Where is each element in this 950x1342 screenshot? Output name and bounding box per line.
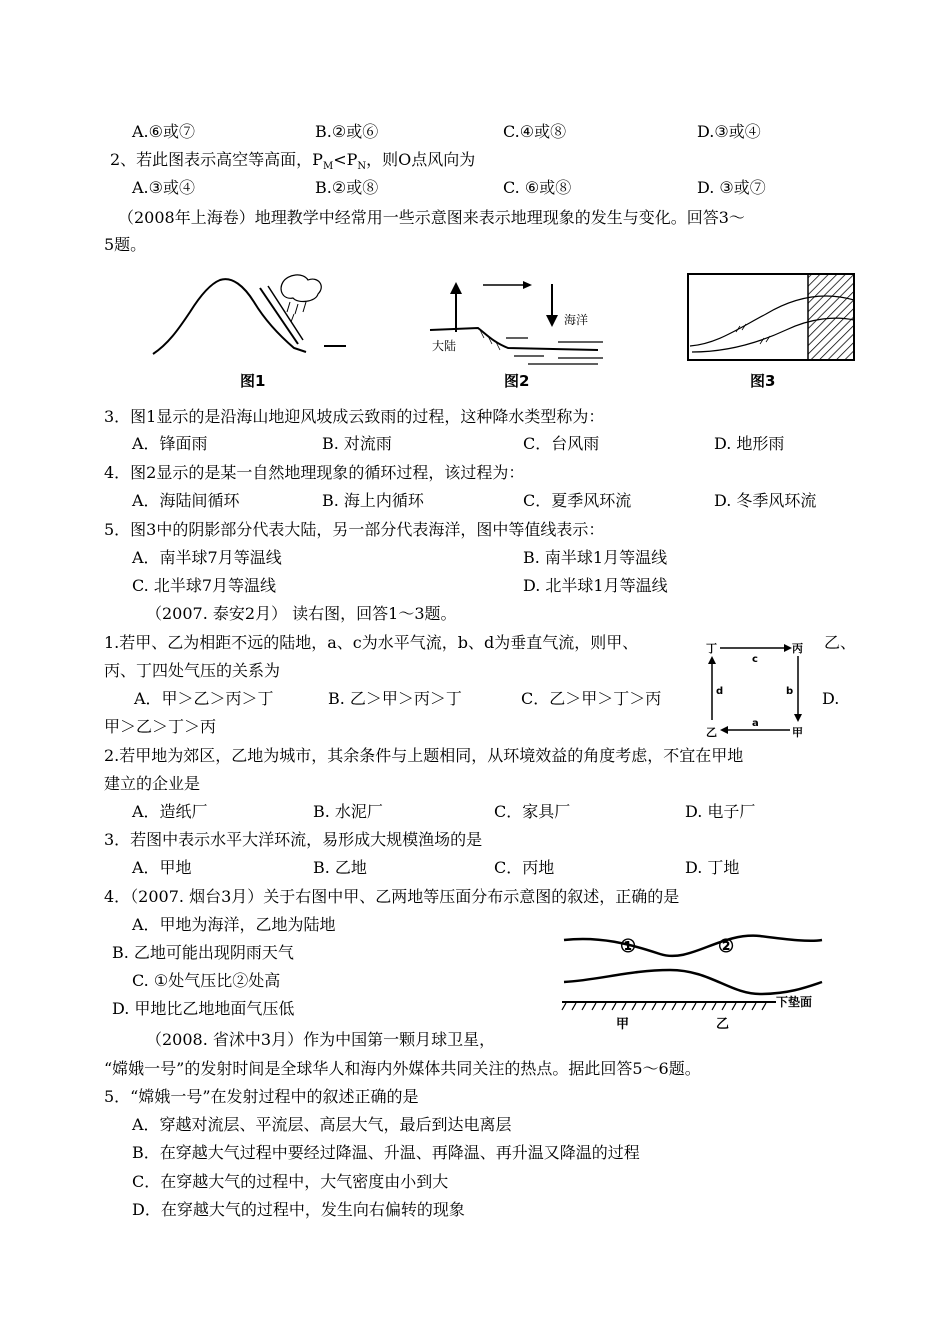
- label-jia: 甲: [792, 726, 803, 739]
- option-a: A.⑥或⑦: [132, 122, 195, 141]
- label-d: d: [716, 686, 724, 697]
- option-b: B. 水泥厂: [313, 802, 383, 821]
- option-d: D. 北半球1月等温线: [523, 576, 668, 595]
- option-d: D.: [822, 689, 840, 708]
- option-a: A．造纸厂: [132, 802, 208, 821]
- option-c: C．台风雨: [523, 434, 600, 453]
- label-b: b: [786, 686, 794, 697]
- option-a: A．甲地为海洋，乙地为陆地: [132, 915, 336, 934]
- figure-3-label: 图3: [750, 372, 776, 390]
- label-bing: 丙: [792, 642, 803, 655]
- intro-2008-cont: 5题。: [104, 235, 147, 254]
- option-a: A．南半球7月等温线: [132, 548, 282, 567]
- ocean-label: 海洋: [564, 313, 589, 327]
- option-b: B.②或⑥: [315, 122, 379, 141]
- figure-1-label: 图1: [240, 372, 266, 390]
- q2-stem: 2、若此图表示高空等高面，$P_M<P_N$，则O点风向为: [110, 150, 476, 173]
- option-c: C. ⑥或⑧: [503, 178, 572, 197]
- label-a: a: [752, 718, 759, 729]
- taian-q2-stem: 2.若甲地为郊区，乙地为城市，其余条件与上题相同，从环境效益的角度考虑，不宜在甲地: [104, 746, 744, 765]
- surface-label: 下垫面: [776, 995, 813, 1009]
- label-jia: 甲: [616, 1017, 630, 1032]
- taian-q3-stem: 3．若图中表示水平大洋环流，易形成大规模渔场的是: [104, 830, 483, 849]
- figure-2: [428, 272, 608, 397]
- option-d: D. 电子厂: [685, 802, 756, 821]
- option-a: A．甲＞乙＞丙＞丁: [134, 689, 274, 708]
- label-ding: 丁: [706, 642, 717, 655]
- taian-q1-stem-cont: 丙、丁四处气压的关系为: [104, 661, 281, 680]
- option-a: A．海陆间循环: [132, 491, 240, 510]
- figure-3: [686, 272, 856, 397]
- option-b: B. 乙＞甲＞丙＞丁: [328, 689, 462, 708]
- option-d: D.③或④: [697, 122, 761, 141]
- q3-stem: 3．图1显示的是沿海山地迎风坡成云致雨的过程，这种降水类型称为：: [104, 407, 605, 426]
- intro-2008: （2008年上海卷）地理教学中经常用一些示意图来表示地理现象的发生与变化。回答3～: [118, 208, 745, 227]
- q4-stem: 4．图2显示的是某一自然地理现象的循环过程，该过程为：: [104, 463, 525, 482]
- option-c: C．家具厂: [494, 802, 571, 821]
- option-d: D．在穿越大气的过程中，发生向右偏转的现象: [132, 1200, 465, 1219]
- taian-intro: （2007. 泰安2月） 读右图，回答1～3题。: [146, 604, 457, 623]
- land-label: 大陆: [432, 339, 457, 353]
- point-2: ②: [718, 936, 735, 957]
- q5-stem: 5．图3中的阴影部分代表大陆，另一部分代表海洋，图中等值线表示：: [104, 520, 605, 539]
- option-c: C. 北半球7月等温线: [132, 576, 277, 595]
- circulation-diagram: [704, 636, 814, 740]
- shuzhong-intro-cont: “嫦娥一号”的发射时间是全球华人和海内外媒体共同关注的热点。据此回答5～6题。: [104, 1059, 701, 1078]
- option-b: B. 乙地可能出现阴雨天气: [112, 943, 294, 962]
- option-d: D. 甲地比乙地地面气压低: [112, 999, 295, 1018]
- figure-1: [148, 272, 348, 397]
- option-d: D. 地形雨: [714, 434, 785, 453]
- point-1: ①: [620, 936, 637, 957]
- option-b: B. 乙地: [313, 858, 367, 877]
- yantai-q4-stem: 4．（2007. 烟台3月）关于右图中甲、乙两地等压面分布示意图的叙述，正确的是: [104, 887, 680, 906]
- option-d: D. 丁地: [685, 858, 740, 877]
- option-b: B.②或⑧: [315, 178, 379, 197]
- taian-q1-stem: 1.若甲、乙为相距不远的陆地，a、c为水平气流，b、d为垂直气流，则甲、: [104, 633, 639, 652]
- isobaric-diagram: [560, 922, 830, 1034]
- option-d: D. ③或⑦: [697, 178, 766, 197]
- option-a: A．甲地: [132, 858, 192, 877]
- label-yi: 乙: [716, 1017, 730, 1032]
- option-c: C．在穿越大气的过程中，大气密度由小到大: [132, 1172, 449, 1191]
- option-c: C．夏季风环流: [523, 491, 632, 510]
- label-yi: 乙: [706, 726, 717, 739]
- option-c: C.④或⑧: [503, 122, 567, 141]
- option-b: B．在穿越大气过程中要经过降温、升温、再降温、再升温又降温的过程: [132, 1143, 640, 1162]
- label-c: c: [752, 654, 758, 665]
- taian-q2-stem-cont: 建立的企业是: [104, 774, 201, 793]
- option-b: B. 对流雨: [322, 434, 392, 453]
- option-b: B. 南半球1月等温线: [523, 548, 668, 567]
- option-d-value: 甲＞乙＞丁＞丙: [104, 717, 217, 736]
- taian-q1-stem-tail: 乙、: [824, 633, 857, 652]
- option-c: C．乙＞甲＞丁＞丙: [521, 689, 662, 708]
- shuzhong-q5-stem: 5．“嫦娥一号”在发射过程中的叙述正确的是: [104, 1087, 419, 1106]
- option-a: A.③或④: [132, 178, 195, 197]
- option-d: D. 冬季风环流: [714, 491, 817, 510]
- option-c: C. ①处气压比②处高: [132, 971, 281, 990]
- option-b: B. 海上内循环: [322, 491, 424, 510]
- option-a: A．锋面雨: [132, 434, 208, 453]
- figure-2-label: 图2: [504, 372, 530, 390]
- shuzhong-intro: （2008. 省沭中3月）作为中国第一颗月球卫星，: [146, 1030, 496, 1049]
- option-c: C．丙地: [494, 858, 555, 877]
- option-a: A．穿越对流层、平流层、高层大气，最后到达电离层: [132, 1115, 512, 1134]
